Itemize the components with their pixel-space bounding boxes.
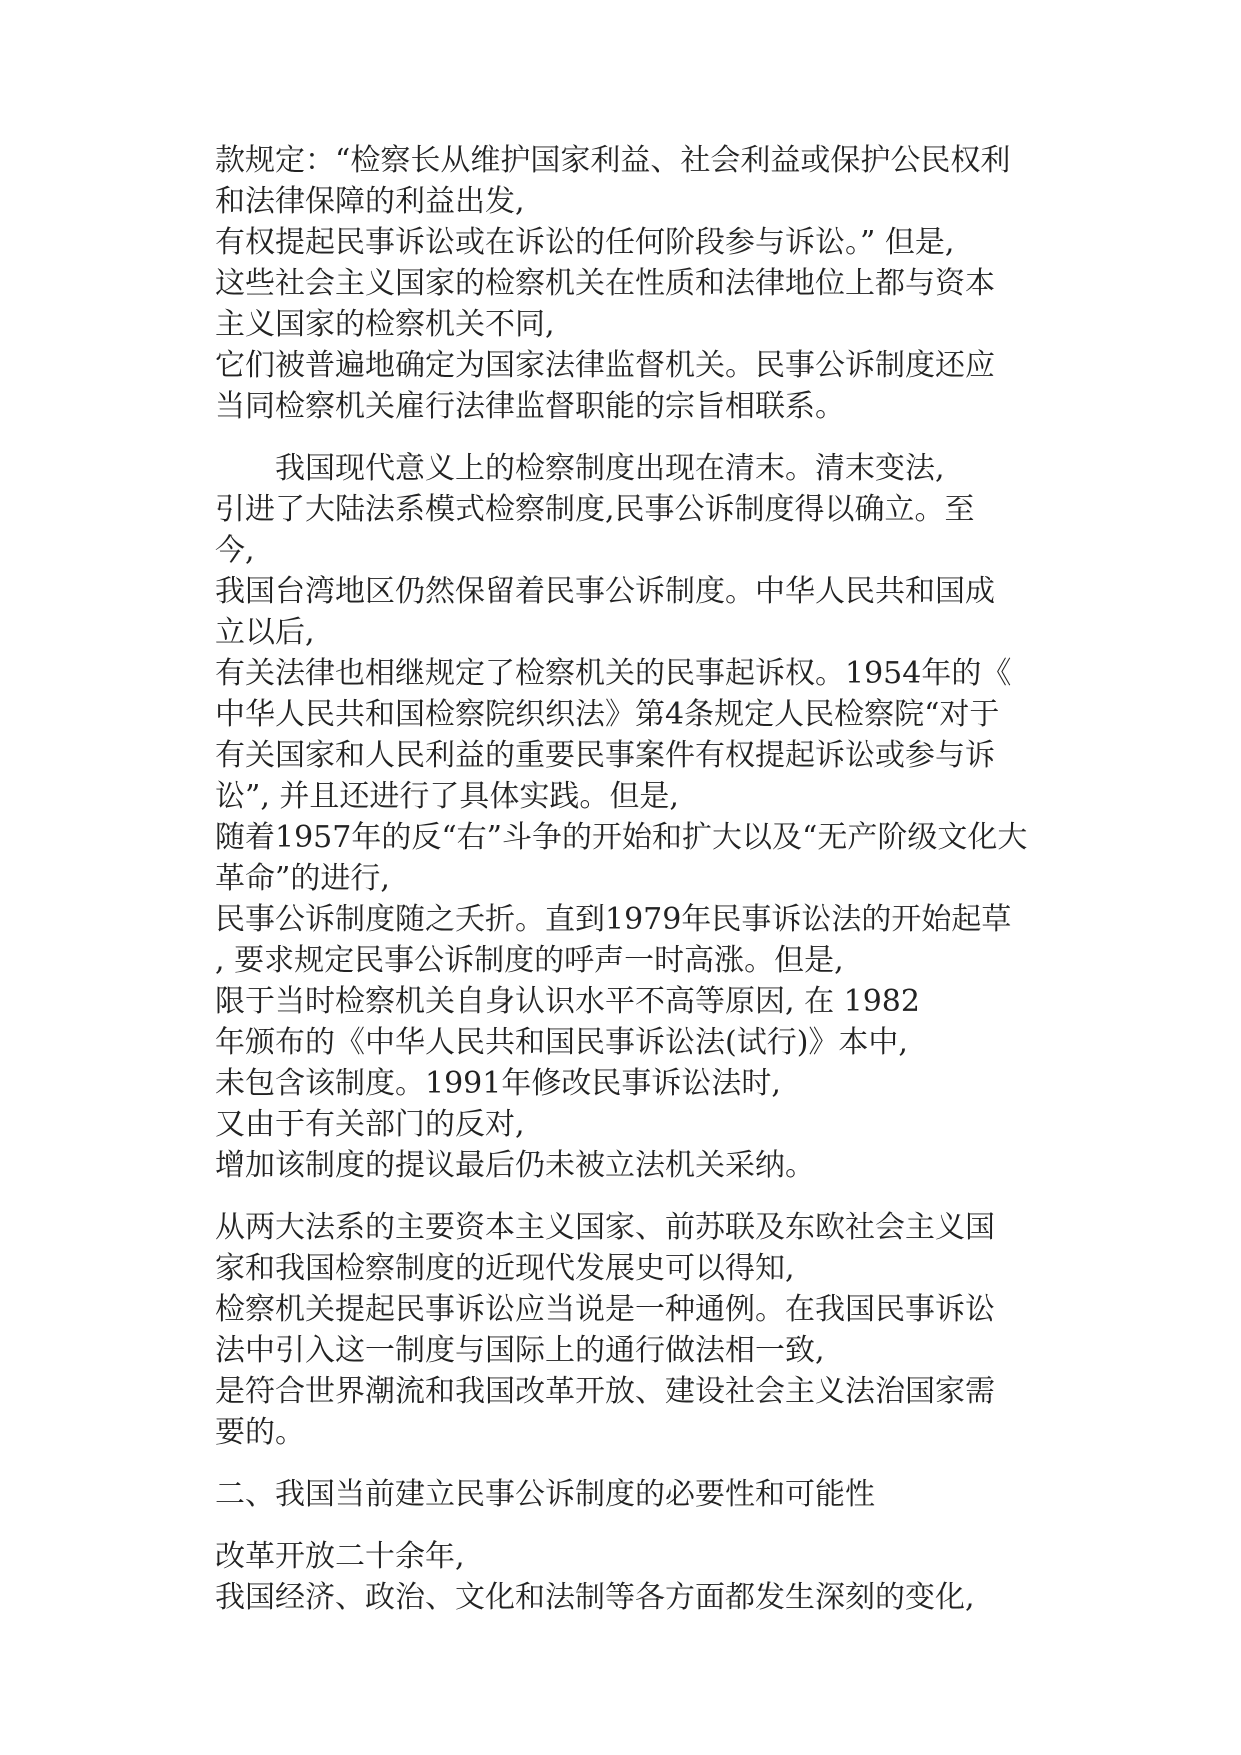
text-line: 中华人民共和国检察院织织法》第4条规定人民检察院“对于 [215, 697, 1000, 732]
text-line: 又由于有关部门的反对, [215, 1107, 525, 1142]
text-line: 款规定：“检察长从维护国家利益、社会利益或保护公民权利 [215, 143, 1011, 178]
text-line: 引进了大陆法系模式检察制度,民事公诉制度得以确立。至 [215, 492, 975, 527]
text-line: , 要求规定民事公诉制度的呼声一时高涨。但是, [215, 943, 844, 978]
text-line: 我国台湾地区仍然保留着民事公诉制度。中华人民共和国成 [215, 574, 995, 609]
text-line: 今, [215, 533, 255, 568]
text-line: 我国现代意义上的检察制度出现在清末。清末变法, [275, 451, 945, 486]
text-line: 主义国家的检察机关不同, [215, 307, 555, 342]
text-line: 限于当时检察机关自身认识水平不高等原因, 在 1982 [215, 984, 920, 1019]
text-line: 检察机关提起民事诉讼应当说是一种通例。在我国民事诉讼 [215, 1292, 995, 1327]
text-line: 这些社会主义国家的检察机关在性质和法律地位上都与资本 [215, 266, 995, 301]
text-line: 有权提起民事诉讼或在诉讼的任何阶段参与诉讼。” 但是, [215, 225, 955, 260]
text-line: 法中引入这一制度与国际上的通行做法相一致, [215, 1333, 825, 1368]
document-page [215, 140, 1045, 1639]
text-line: 和法律保障的利益出发, [215, 184, 525, 219]
text-line: 未包含该制度。1991年修改民事诉讼法时, [215, 1066, 781, 1101]
text-line: 民事公诉制度随之夭折。直到1979年民事诉讼法的开始起草 [215, 902, 1012, 937]
paragraph-5 [215, 1536, 1045, 1618]
text-line: 从两大法系的主要资本主义国家、前苏联及东欧社会主义国 [215, 1210, 995, 1245]
text-line: 当同检察机关雇行法律监督职能的宗旨相联系。 [215, 389, 845, 424]
text-line: 随着1957年的反“右”斗争的开始和扩大以及“无产阶级文化大 [215, 820, 1028, 855]
text-line: 年颁布的《中华人民共和国民事诉讼法(试行)》本中, [215, 1025, 908, 1060]
paragraph-2 [215, 448, 1045, 1186]
text-line: 它们被普遍地确定为国家法律监督机关。民事公诉制度还应 [215, 348, 995, 383]
paragraph-1 [215, 140, 1045, 427]
text-line: 有关法律也相继规定了检察机关的民事起诉权。1954年的《 [215, 656, 1012, 691]
text-line: 增加该制度的提议最后仍未被立法机关采纳。 [215, 1148, 815, 1183]
section-heading [215, 1474, 1045, 1515]
text-line: 革命”的进行, [215, 861, 390, 896]
text-line: 要的。 [215, 1415, 305, 1450]
text-line: 我国经济、政治、文化和法制等各方面都发生深刻的变化, [215, 1580, 975, 1615]
heading-line: 二、我国当前建立民事公诉制度的必要性和可能性 [215, 1477, 875, 1512]
text-line: 是符合世界潮流和我国改革开放、建设社会主义法治国家需 [215, 1374, 995, 1409]
text-line: 立以后, [215, 615, 315, 650]
text-line: 讼”, 并且还进行了具体实践。但是, [215, 779, 679, 814]
text-line: 家和我国检察制度的近现代发展史可以得知, [215, 1251, 795, 1286]
paragraph-3 [215, 1207, 1045, 1453]
text-line: 改革开放二十余年, [215, 1539, 465, 1574]
text-line: 有关国家和人民利益的重要民事案件有权提起诉讼或参与诉 [215, 738, 995, 773]
